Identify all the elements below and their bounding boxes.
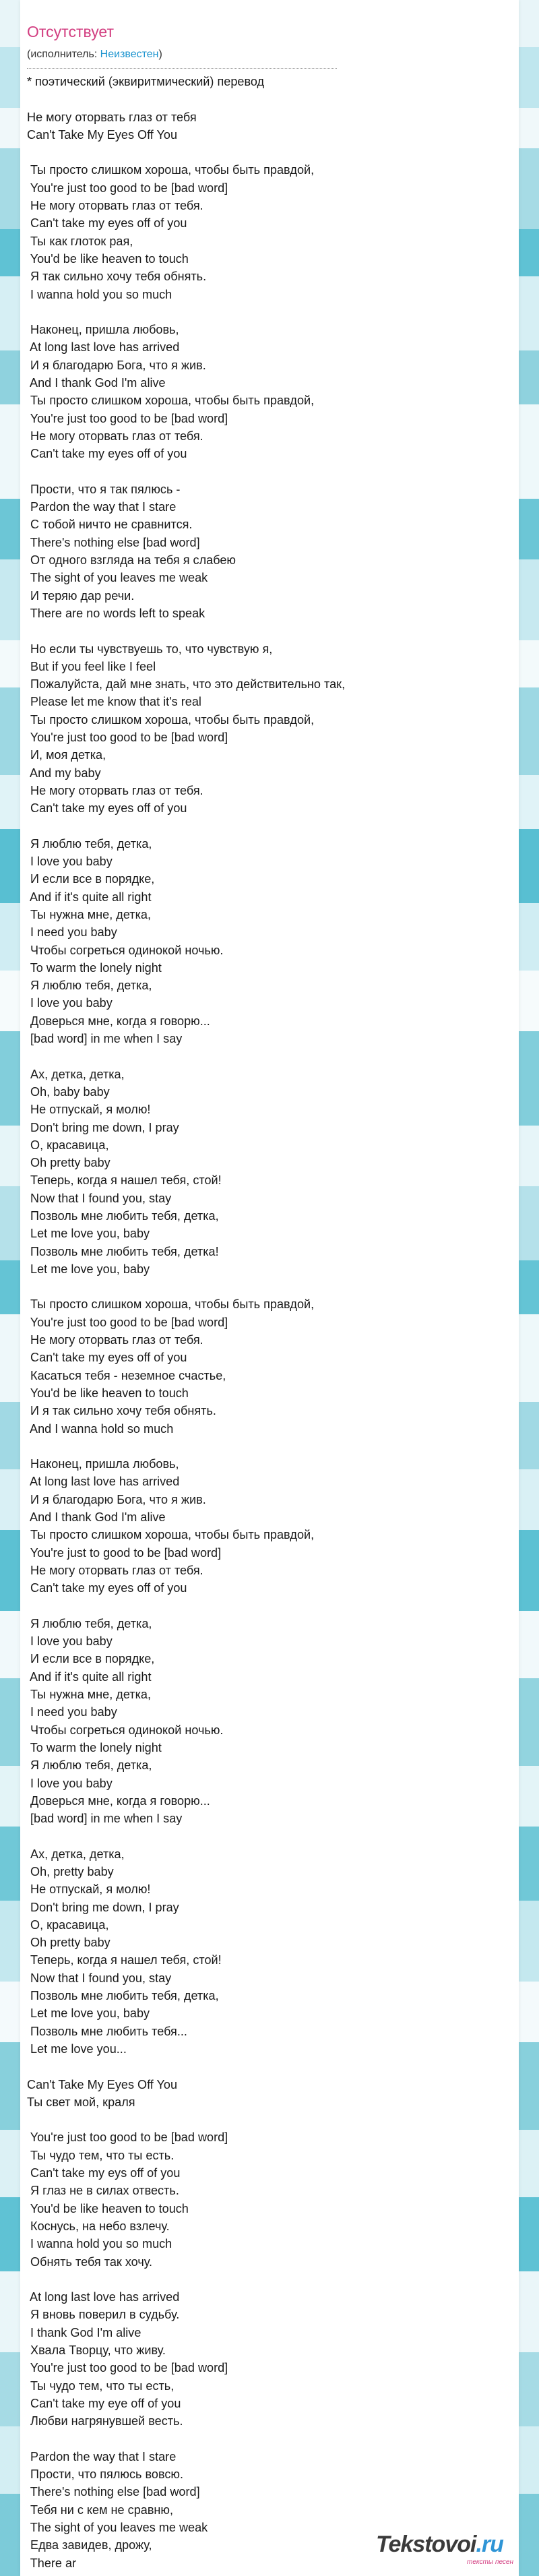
lyric-line: You're just too good to be [bad word] (27, 1315, 228, 1329)
lyric-line: Oh pretty baby (27, 1936, 110, 1950)
lyric-line: Can't take my eyes off of you (27, 216, 187, 231)
lyric-line: И если все в порядке, (27, 1652, 155, 1666)
lyric-line: You'd be like heaven to touch (27, 2201, 189, 2215)
lyric-line: Ты свет мой, краля (27, 2095, 135, 2109)
lyric-line: I thank God I'm alive (27, 2325, 141, 2339)
lyric-line: Не могу оторвать глаз от тебя. (27, 429, 203, 443)
stanza-gap (27, 144, 485, 161)
lyric-line: Наконец, пришла любовь, (27, 1457, 179, 1471)
lyric-line: Не отпускай, я молю! (27, 1882, 151, 1897)
lyric-line: I wanna hold you so much (27, 287, 172, 301)
lyric-line: I love you baby (27, 1634, 113, 1649)
lyric-line: Can't take my eys off of you (27, 2166, 181, 2180)
lyric-line: Прости, что пялюсь вовсю. (27, 2467, 184, 2482)
lyric-line: Can't take my eyes off of you (27, 1351, 187, 1365)
stanza-gap (27, 2111, 485, 2128)
lyric-line: Обнять тебя так хочу. (27, 2255, 153, 2269)
lyric-line: Хвала Творцу, что живу. (27, 2343, 166, 2357)
lyric-line: Тебя ни с кем не сравню, (27, 2503, 174, 2517)
lyric-line: You're just too good to be [bad word] (27, 411, 228, 425)
lyric-line: Коснусь, на небо взлечу. (27, 2219, 170, 2233)
lyric-line: Don't bring me down, I pray (27, 1900, 179, 1914)
lyric-line: Ты чудо тем, что ты есть. (27, 2148, 175, 2162)
lyric-line: Любви нагрянувшей весть. (27, 2414, 183, 2428)
lyric-line: Ты нужна мне, детка, (27, 1688, 152, 1702)
lyric-line: Pardon the way that I stare (27, 2449, 177, 2463)
lyric-line: Ах, детка, детка, (27, 1847, 125, 1861)
lyric-line: At long last love has arrived (27, 2290, 180, 2304)
lyric-line: And I thank God I'm alive (27, 1510, 166, 1525)
lyric-line: Позволь мне любить тебя, детка, (27, 1989, 219, 2003)
lyric-line: I love you baby (27, 855, 113, 869)
lyric-line: You'd be like heaven to touch (27, 1386, 189, 1400)
lyric-line: Can't Take My Eyes Off You (27, 127, 178, 142)
lyric-line: Can't Take My Eyes Off You (27, 2077, 178, 2091)
stanza-gap (27, 2430, 485, 2447)
lyric-line: There's nothing else [bad word] (27, 535, 200, 549)
lyric-line: Я люблю тебя, детка, (27, 1616, 152, 1630)
lyric-line: And I thank God I'm alive (27, 376, 166, 390)
lyric-line: И если все в порядке, (27, 872, 155, 886)
lyric-line: Please let me know that it's real (27, 695, 201, 709)
lyric-line: To warm the lonely night (27, 960, 162, 975)
lyric-line: Can't take my eyes off of you (27, 1581, 187, 1595)
lyric-line: The sight of you leaves me weak (27, 571, 208, 585)
lyric-line: Pardon the way that I stare (27, 500, 177, 514)
performer-prefix: (исполнитель: (27, 49, 100, 60)
lyric-line: But if you feel like I feel (27, 659, 156, 673)
lyric-line: Не могу оторвать глаз от тебя. (27, 199, 203, 213)
lyric-line: Let me love you... (27, 2042, 127, 2056)
lyric-line: There are no words left to speak (27, 606, 205, 620)
lyric-line: I love you baby (27, 1776, 113, 1790)
lyric-line: I love you baby (27, 996, 113, 1010)
lyric-line: The sight of you leaves me weak (27, 2520, 208, 2534)
lyric-line: И я так сильно хочу тебя обнять. (27, 1404, 216, 1418)
title-underline (27, 68, 337, 69)
lyric-line: Ты просто слишком хороша, чтобы быть правдой, (27, 1528, 315, 1542)
lyric-line: Can't take my eyes off of you (27, 447, 187, 461)
lyric-line: You're just too good to be [bad word] (27, 181, 228, 195)
stanza-gap (27, 303, 485, 321)
lyric-line: Касаться тебя - неземное счастье, (27, 1368, 226, 1382)
lyric-line: I wanna hold you so much (27, 2237, 172, 2251)
stanza-gap (27, 463, 485, 481)
lyric-line: You're just too good to be [bad word] (27, 2130, 228, 2145)
stanza-gap (27, 90, 485, 108)
lyric-line: * поэтический (эквиритмический) перевод (27, 75, 265, 88)
lyric-line: Now that I found you, stay (27, 1191, 172, 1205)
lyric-line: Ах, детка, детка, (27, 1067, 125, 1081)
tekstovoi-logo[interactable] (376, 2532, 519, 2567)
stanza-gap (27, 2058, 485, 2075)
lyric-line: Пожалуйста, дай мне знать, что это действительно так, (27, 677, 346, 692)
lyric-line: Don't bring me down, I pray (27, 1120, 179, 1134)
lyric-line: Now that I found you, stay (27, 1971, 172, 1985)
lyrics-text (27, 73, 485, 2572)
lyric-line: You'd be like heaven to touch (27, 251, 189, 266)
lyric-line: Не могу оторвать глаз от тебя. (27, 1563, 203, 1577)
lyric-line: Ты просто слишком хороша, чтобы быть правдой, (27, 712, 315, 727)
lyric-line: Прости, что я так пялюсь - (27, 482, 181, 496)
lyric-line: [bad word] in me when I say (27, 1032, 183, 1046)
song-title: Отсутствует (27, 23, 114, 40)
lyric-line: И я благодарю Бога, что я жив. (27, 1492, 206, 1506)
lyric-line: Let me love you, baby (27, 1262, 150, 1276)
lyric-line: И теряю дар речи. (27, 588, 135, 603)
lyric-line: Я люблю тебя, детка, (27, 979, 152, 993)
lyric-line: Но если ты чувствуешь то, что чувствую я, (27, 642, 273, 656)
performer-line (27, 49, 162, 61)
lyric-line: At long last love has arrived (27, 1475, 180, 1489)
lyric-line: You're just too good to be [bad word] (27, 2361, 228, 2375)
lyric-line: Позволь мне любить тебя, детка! (27, 1244, 219, 1258)
lyric-line: Доверься мне, когда я говорю... (27, 1793, 210, 1808)
stanza-gap (27, 1827, 485, 1845)
lyric-line: С тобой ничто не сравнится. (27, 518, 193, 532)
lyric-line: Позволь мне любить тебя... (27, 2024, 187, 2038)
lyric-line: Я люблю тебя, детка, (27, 836, 152, 851)
lyric-line: There ar (27, 2556, 77, 2570)
lyric-line: And my baby (27, 766, 101, 780)
lyric-line: And I wanna hold so much (27, 1421, 174, 1436)
lyric-line: Наконец, пришла любовь, (27, 323, 179, 337)
lyric-line: Let me love you, baby (27, 1227, 150, 1241)
lyric-line: Теперь, когда я нашел тебя, стой! (27, 1953, 222, 1967)
stanza-gap (27, 1438, 485, 1455)
lyric-line: Oh, baby baby (27, 1084, 110, 1099)
lyric-line: Чтобы согреться одинокой ночью. (27, 1723, 224, 1737)
lyric-line: Ты просто слишком хороша, чтобы быть правдой, (27, 394, 315, 408)
performer-link[interactable]: Неизвестен (100, 49, 159, 60)
stanza-gap (27, 1047, 485, 1065)
stanza-gap (27, 2271, 485, 2288)
logo-wordmark (376, 2532, 503, 2558)
lyric-line: И я благодарю Бога, что я жив. (27, 358, 206, 372)
lyric-line: At long last love has arrived (27, 340, 180, 355)
lyric-line: Я люблю тебя, детка, (27, 1758, 152, 1773)
lyric-line: От одного взгляда на тебя я слабею (27, 553, 236, 568)
stanza-gap (27, 1597, 485, 1615)
lyric-line: Едва завидев, дрожу, (27, 2538, 152, 2552)
lyric-line: Я вновь поверил в судьбу. (27, 2308, 180, 2322)
lyric-line: Ты чудо тем, что ты есть, (27, 2379, 175, 2393)
performer-suffix: ) (158, 49, 162, 60)
lyric-line: Can't take my eyes off of you (27, 801, 187, 816)
lyric-line: To warm the lonely night (27, 1740, 162, 1754)
lyric-line: And if it's quite all right (27, 890, 152, 904)
lyric-line: Can't take my eye off of you (27, 2396, 181, 2410)
stanza-gap (27, 817, 485, 834)
lyric-line: Не могу оторвать глаз от тебя (27, 110, 197, 124)
logo-part1: Tekstovoi (376, 2532, 476, 2557)
logo-tagline: тексты песен (467, 2558, 513, 2566)
lyric-line: Ты нужна мне, детка, (27, 907, 152, 921)
lyric-line: You're just too good to be [bad word] (27, 730, 228, 744)
lyric-line: You're just to good to be [bad word] (27, 1545, 222, 1560)
lyric-line: Не могу оторвать глаз от тебя. (27, 1333, 203, 1347)
logo-part2: .ru (476, 2532, 503, 2557)
stanza-gap (27, 1278, 485, 1295)
lyric-line: Я глаз не в силах отвесть. (27, 2184, 179, 2198)
lyric-line: Ты просто слишком хороша, чтобы быть правдой, (27, 163, 315, 177)
lyric-line: Теперь, когда я нашел тебя, стой! (27, 1173, 222, 1188)
lyric-line: Чтобы согреться одинокой ночью. (27, 943, 224, 957)
lyric-line: Не могу оторвать глаз от тебя. (27, 783, 203, 797)
lyric-line: Позволь мне любить тебя, детка, (27, 1209, 219, 1223)
lyric-line: There's nothing else [bad word] (27, 2485, 200, 2499)
lyric-line: Ты просто слишком хороша, чтобы быть правдой, (27, 1297, 315, 1312)
lyric-line: Не отпускай, я молю! (27, 1103, 151, 1117)
lyric-line: Я так сильно хочу тебя обнять. (27, 270, 207, 284)
lyric-line: Oh, pretty baby (27, 1864, 114, 1878)
lyric-line: I need you baby (27, 925, 117, 940)
lyric-line: And if it's quite all right (27, 1669, 152, 1684)
lyric-line: И, моя детка, (27, 748, 106, 762)
lyric-line: Oh pretty baby (27, 1156, 110, 1170)
lyric-line: Доверься мне, когда я говорю... (27, 1014, 210, 1028)
lyric-line: [bad word] in me when I say (27, 1812, 183, 1826)
lyric-line: Ты как глоток рая, (27, 234, 133, 248)
lyric-line: О, красавица, (27, 1138, 109, 1152)
lyric-line: Let me love you, baby (27, 2006, 150, 2021)
stanza-gap (27, 622, 485, 640)
lyric-line: I need you baby (27, 1705, 117, 1719)
lyric-line: О, красавица, (27, 1918, 109, 1932)
